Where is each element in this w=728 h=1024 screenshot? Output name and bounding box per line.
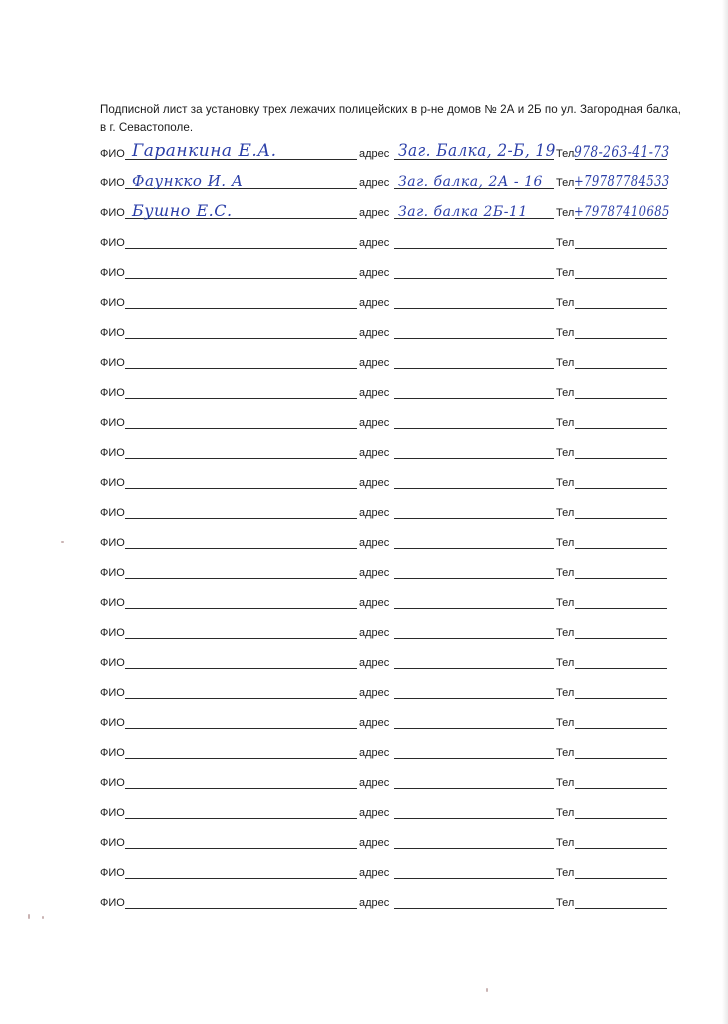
name-label: ФИО <box>100 327 125 339</box>
phone-label: Тел <box>556 867 575 879</box>
name-line[interactable] <box>125 488 357 489</box>
handwritten-phone: +79787410685 <box>574 204 670 220</box>
phone-line[interactable] <box>575 458 667 459</box>
phone-label: Тел <box>556 148 575 160</box>
address-line[interactable] <box>394 698 554 699</box>
address-label: адрес <box>359 867 390 879</box>
name-label: ФИО <box>100 777 125 789</box>
phone-label: Тел <box>556 717 575 729</box>
name-label: ФИО <box>100 267 125 279</box>
signature-row <box>100 592 670 612</box>
name-label: ФИО <box>100 627 125 639</box>
address-line[interactable] <box>394 818 554 819</box>
signature-row <box>100 892 670 912</box>
phone-label: Тел <box>556 177 575 189</box>
address-line[interactable] <box>394 908 554 909</box>
scan-speck <box>42 916 44 919</box>
name-line[interactable] <box>125 878 357 879</box>
phone-label: Тел <box>556 507 575 519</box>
phone-label: Тел <box>556 537 575 549</box>
address-line[interactable] <box>394 788 554 789</box>
phone-line[interactable] <box>575 638 667 639</box>
handwritten-address: Заг. Балка, 2-Б, 19 <box>398 141 556 161</box>
signature-row <box>100 412 670 432</box>
address-line[interactable] <box>394 248 554 249</box>
handwritten-name: Бушно Е.С. <box>132 201 233 220</box>
phone-line[interactable] <box>575 398 667 399</box>
name-line[interactable] <box>125 548 357 549</box>
signature-row <box>100 352 670 372</box>
signature-row <box>100 382 670 402</box>
address-line[interactable] <box>394 338 554 339</box>
signature-row <box>100 262 670 282</box>
address-line[interactable] <box>394 428 554 429</box>
phone-label: Тел <box>556 477 575 489</box>
signature-row <box>100 472 670 492</box>
address-line[interactable] <box>394 608 554 609</box>
phone-label: Тел <box>556 687 575 699</box>
name-line[interactable] <box>125 398 357 399</box>
page-edge-shadow <box>722 0 728 1024</box>
address-line[interactable] <box>394 548 554 549</box>
name-label: ФИО <box>100 507 125 519</box>
address-line[interactable] <box>394 848 554 849</box>
address-label: адрес <box>359 207 390 219</box>
address-line[interactable] <box>394 398 554 399</box>
handwritten-address: Заг. балка 2Б-11 <box>398 204 528 220</box>
phone-line[interactable] <box>575 758 667 759</box>
phone-label: Тел <box>556 837 575 849</box>
address-line[interactable] <box>394 308 554 309</box>
address-line[interactable] <box>394 878 554 879</box>
phone-line[interactable] <box>575 608 667 609</box>
address-label: адрес <box>359 717 390 729</box>
phone-line[interactable] <box>575 248 667 249</box>
name-label: ФИО <box>100 537 125 549</box>
name-label: ФИО <box>100 897 125 909</box>
signature-row <box>100 832 670 852</box>
address-line[interactable] <box>394 368 554 369</box>
phone-label: Тел <box>556 597 575 609</box>
phone-label: Тел <box>556 447 575 459</box>
phone-line[interactable] <box>575 578 667 579</box>
address-line[interactable] <box>394 758 554 759</box>
phone-line[interactable] <box>575 788 667 789</box>
scan-speck <box>28 914 30 919</box>
name-line[interactable] <box>125 338 357 339</box>
address-label: адрес <box>359 177 390 189</box>
name-line[interactable] <box>125 578 357 579</box>
phone-label: Тел <box>556 237 575 249</box>
phone-line[interactable] <box>575 878 667 879</box>
signature-row <box>100 562 670 582</box>
signature-row <box>100 292 670 312</box>
phone-line[interactable] <box>575 488 667 489</box>
address-line[interactable] <box>394 728 554 729</box>
phone-line[interactable] <box>575 668 667 669</box>
address-label: адрес <box>359 447 390 459</box>
name-label: ФИО <box>100 177 125 189</box>
signature-row <box>100 652 670 672</box>
name-label: ФИО <box>100 477 125 489</box>
phone-line[interactable] <box>575 548 667 549</box>
address-label: адрес <box>359 837 390 849</box>
handwritten-phone: +79787784533 <box>574 172 670 190</box>
name-line[interactable] <box>125 668 357 669</box>
address-label: адрес <box>359 747 390 759</box>
phone-line[interactable] <box>575 908 667 909</box>
address-label: адрес <box>359 537 390 549</box>
name-label: ФИО <box>100 867 125 879</box>
handwritten-phone: 978-263-41-73 <box>574 142 670 161</box>
address-label: адрес <box>359 267 390 279</box>
signature-row <box>100 742 670 762</box>
name-line[interactable] <box>125 518 357 519</box>
phone-line[interactable] <box>575 338 667 339</box>
phone-label: Тел <box>556 627 575 639</box>
phone-label: Тел <box>556 417 575 429</box>
name-label: ФИО <box>100 567 125 579</box>
signature-row <box>100 232 670 252</box>
address-label: адрес <box>359 297 390 309</box>
address-label: адрес <box>359 627 390 639</box>
signature-row <box>100 502 670 522</box>
address-label: адрес <box>359 148 390 160</box>
name-label: ФИО <box>100 297 125 309</box>
address-line[interactable] <box>394 668 554 669</box>
signature-row <box>100 682 670 702</box>
scan-speck <box>486 988 488 992</box>
address-label: адрес <box>359 597 390 609</box>
name-label: ФИО <box>100 747 125 759</box>
phone-line[interactable] <box>575 428 667 429</box>
signature-row <box>100 442 670 462</box>
signature-row <box>100 202 670 222</box>
signature-row <box>100 532 670 552</box>
signature-row <box>100 622 670 642</box>
phone-line[interactable] <box>575 308 667 309</box>
name-line[interactable] <box>125 698 357 699</box>
name-line[interactable] <box>125 908 357 909</box>
name-line[interactable] <box>125 458 357 459</box>
name-label: ФИО <box>100 207 125 219</box>
address-line[interactable] <box>394 518 554 519</box>
phone-label: Тел <box>556 267 575 279</box>
name-label: ФИО <box>100 417 125 429</box>
phone-label: Тел <box>556 777 575 789</box>
phone-line[interactable] <box>575 368 667 369</box>
phone-label: Тел <box>556 897 575 909</box>
signature-row <box>100 712 670 732</box>
address-line[interactable] <box>394 578 554 579</box>
name-line[interactable] <box>125 848 357 849</box>
name-label: ФИО <box>100 597 125 609</box>
name-line[interactable] <box>125 428 357 429</box>
name-label: ФИО <box>100 687 125 699</box>
address-label: адрес <box>359 387 390 399</box>
signature-row <box>100 802 670 822</box>
phone-line[interactable] <box>575 818 667 819</box>
phone-label: Тел <box>556 807 575 819</box>
name-line[interactable] <box>125 608 357 609</box>
signature-row <box>100 143 670 163</box>
signature-row <box>100 172 670 192</box>
address-label: адрес <box>359 507 390 519</box>
address-line[interactable] <box>394 488 554 489</box>
phone-label: Тел <box>556 327 575 339</box>
address-label: адрес <box>359 567 390 579</box>
address-label: адрес <box>359 417 390 429</box>
signature-row <box>100 862 670 882</box>
phone-label: Тел <box>556 657 575 669</box>
name-line[interactable] <box>125 758 357 759</box>
phone-line[interactable] <box>575 728 667 729</box>
phone-label: Тел <box>556 387 575 399</box>
address-label: адрес <box>359 477 390 489</box>
document-heading: Подписной лист за установку трех лежачих полицейских в р-не домов № 2А и 2Б по ул. Загородная балка, в г. Севастополе. <box>100 103 682 134</box>
phone-label: Тел <box>556 207 575 219</box>
handwritten-address: Заг. балка, 2А - 16 <box>398 174 543 190</box>
name-label: ФИО <box>100 447 125 459</box>
name-label: ФИО <box>100 657 125 669</box>
handwritten-name: Фаункко И. А <box>132 172 244 190</box>
phone-label: Тел <box>556 747 575 759</box>
name-line[interactable] <box>125 308 357 309</box>
phone-line[interactable] <box>575 278 667 279</box>
name-label: ФИО <box>100 148 125 160</box>
name-line[interactable] <box>125 368 357 369</box>
name-label: ФИО <box>100 807 125 819</box>
address-label: адрес <box>359 897 390 909</box>
phone-label: Тел <box>556 567 575 579</box>
address-label: адрес <box>359 357 390 369</box>
name-line[interactable] <box>125 248 357 249</box>
name-line[interactable] <box>125 638 357 639</box>
name-line[interactable] <box>125 728 357 729</box>
handwritten-name: Гаранкина Е.А. <box>132 141 277 161</box>
name-label: ФИО <box>100 717 125 729</box>
name-line[interactable] <box>125 278 357 279</box>
name-label: ФИО <box>100 357 125 369</box>
name-label: ФИО <box>100 387 125 399</box>
name-label: ФИО <box>100 237 125 249</box>
signature-row <box>100 322 670 342</box>
scan-speck <box>61 541 64 543</box>
phone-label: Тел <box>556 357 575 369</box>
name-label: ФИО <box>100 837 125 849</box>
name-line[interactable] <box>125 818 357 819</box>
address-label: адрес <box>359 237 390 249</box>
name-line[interactable] <box>125 788 357 789</box>
address-line[interactable] <box>394 638 554 639</box>
signature-row <box>100 772 670 792</box>
address-label: адрес <box>359 327 390 339</box>
phone-line[interactable] <box>575 698 667 699</box>
address-label: адрес <box>359 807 390 819</box>
phone-label: Тел <box>556 297 575 309</box>
address-line[interactable] <box>394 458 554 459</box>
address-label: адрес <box>359 687 390 699</box>
phone-line[interactable] <box>575 518 667 519</box>
address-line[interactable] <box>394 278 554 279</box>
address-label: адрес <box>359 777 390 789</box>
address-label: адрес <box>359 657 390 669</box>
phone-line[interactable] <box>575 848 667 849</box>
